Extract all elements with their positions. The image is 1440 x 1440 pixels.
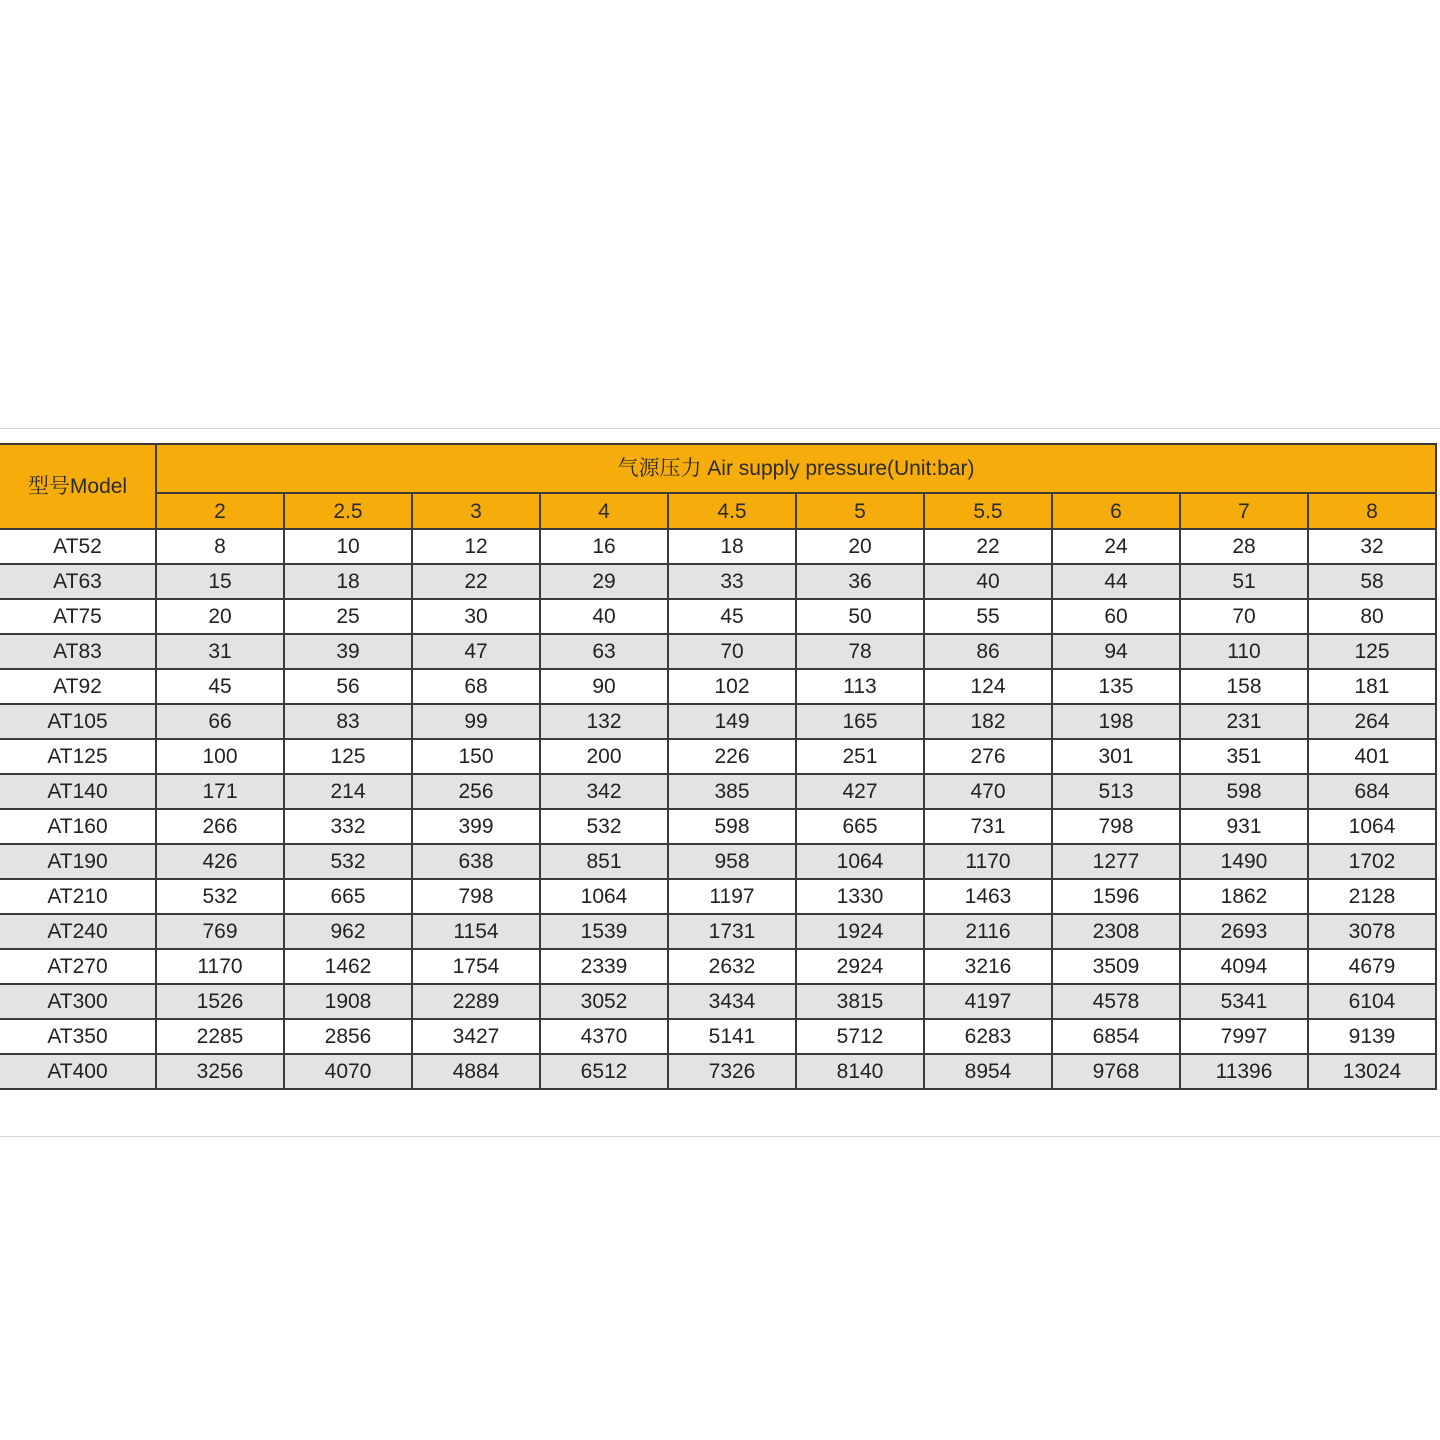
- value-cell: 33: [668, 564, 796, 599]
- value-cell: 684: [1308, 774, 1436, 809]
- value-cell: 28: [1180, 529, 1308, 564]
- value-cell: 4370: [540, 1019, 668, 1054]
- pressure-header-cell: 8: [1308, 493, 1436, 529]
- value-cell: 40: [540, 599, 668, 634]
- value-cell: 851: [540, 844, 668, 879]
- value-cell: 1277: [1052, 844, 1180, 879]
- value-cell: 2128: [1308, 879, 1436, 914]
- value-cell: 150: [412, 739, 540, 774]
- value-cell: 8140: [796, 1054, 924, 1089]
- value-cell: 1539: [540, 914, 668, 949]
- pressure-group-header: 气源压力 Air supply pressure(Unit:bar): [156, 444, 1436, 493]
- value-cell: 231: [1180, 704, 1308, 739]
- value-cell: 20: [156, 599, 284, 634]
- value-cell: 4094: [1180, 949, 1308, 984]
- value-cell: 29: [540, 564, 668, 599]
- table-row: [0, 1054, 1436, 1089]
- value-cell: 20: [796, 529, 924, 564]
- value-cell: 1526: [156, 984, 284, 1019]
- value-cell: 2289: [412, 984, 540, 1019]
- value-cell: 401: [1308, 739, 1436, 774]
- value-cell: 51: [1180, 564, 1308, 599]
- value-cell: 125: [284, 739, 412, 774]
- value-cell: 2285: [156, 1019, 284, 1054]
- value-cell: 798: [1052, 809, 1180, 844]
- value-cell: 665: [284, 879, 412, 914]
- value-cell: 5712: [796, 1019, 924, 1054]
- value-cell: 1170: [924, 844, 1052, 879]
- value-cell: 9768: [1052, 1054, 1180, 1089]
- table-row: [0, 914, 1436, 949]
- value-cell: 31: [156, 634, 284, 669]
- value-cell: 1064: [796, 844, 924, 879]
- value-cell: 47: [412, 634, 540, 669]
- value-cell: 4197: [924, 984, 1052, 1019]
- value-cell: 3078: [1308, 914, 1436, 949]
- value-cell: 60: [1052, 599, 1180, 634]
- value-cell: 110: [1180, 634, 1308, 669]
- value-cell: 90: [540, 669, 668, 704]
- pressure-header-cell: 7: [1180, 493, 1308, 529]
- value-cell: 2924: [796, 949, 924, 984]
- table-row: [0, 669, 1436, 704]
- model-cell: AT160: [0, 809, 156, 844]
- header-row: [0, 444, 1436, 493]
- value-cell: 638: [412, 844, 540, 879]
- value-cell: 10: [284, 529, 412, 564]
- table-header: [0, 444, 1436, 529]
- value-cell: 44: [1052, 564, 1180, 599]
- value-cell: 63: [540, 634, 668, 669]
- value-cell: 3509: [1052, 949, 1180, 984]
- pressure-header-cell: 5.5: [924, 493, 1052, 529]
- value-cell: 24: [1052, 529, 1180, 564]
- table-row: [0, 844, 1436, 879]
- value-cell: 1330: [796, 879, 924, 914]
- bottom-rule: [0, 1136, 1440, 1137]
- value-cell: 276: [924, 739, 1052, 774]
- value-cell: 45: [156, 669, 284, 704]
- value-cell: 1924: [796, 914, 924, 949]
- value-cell: 1731: [668, 914, 796, 949]
- value-cell: 532: [156, 879, 284, 914]
- table-row: [0, 704, 1436, 739]
- value-cell: 1462: [284, 949, 412, 984]
- value-cell: 2632: [668, 949, 796, 984]
- value-cell: 301: [1052, 739, 1180, 774]
- value-cell: 78: [796, 634, 924, 669]
- value-cell: 158: [1180, 669, 1308, 704]
- value-cell: 22: [412, 564, 540, 599]
- value-cell: 513: [1052, 774, 1180, 809]
- value-cell: 3052: [540, 984, 668, 1019]
- model-cell: AT52: [0, 529, 156, 564]
- value-cell: 1908: [284, 984, 412, 1019]
- value-cell: 22: [924, 529, 1052, 564]
- value-cell: 125: [1308, 634, 1436, 669]
- value-cell: 256: [412, 774, 540, 809]
- model-cell: AT300: [0, 984, 156, 1019]
- table-row: [0, 949, 1436, 984]
- value-cell: 2308: [1052, 914, 1180, 949]
- table-row: [0, 529, 1436, 564]
- value-cell: 3427: [412, 1019, 540, 1054]
- value-cell: 332: [284, 809, 412, 844]
- value-cell: 2339: [540, 949, 668, 984]
- value-cell: 56: [284, 669, 412, 704]
- value-cell: 665: [796, 809, 924, 844]
- table-row: [0, 564, 1436, 599]
- value-cell: 94: [1052, 634, 1180, 669]
- model-cell: AT92: [0, 669, 156, 704]
- value-cell: 58: [1308, 564, 1436, 599]
- value-cell: 68: [412, 669, 540, 704]
- value-cell: 39: [284, 634, 412, 669]
- value-cell: 5341: [1180, 984, 1308, 1019]
- value-cell: 6283: [924, 1019, 1052, 1054]
- value-cell: 470: [924, 774, 1052, 809]
- value-cell: 70: [668, 634, 796, 669]
- value-cell: 931: [1180, 809, 1308, 844]
- value-cell: 6854: [1052, 1019, 1180, 1054]
- pressure-values-row: [0, 493, 1436, 529]
- table-body: [0, 529, 1436, 1089]
- value-cell: 342: [540, 774, 668, 809]
- model-cell: AT270: [0, 949, 156, 984]
- value-cell: 4578: [1052, 984, 1180, 1019]
- value-cell: 1154: [412, 914, 540, 949]
- value-cell: 7997: [1180, 1019, 1308, 1054]
- value-cell: 1197: [668, 879, 796, 914]
- value-cell: 8: [156, 529, 284, 564]
- model-cell: AT190: [0, 844, 156, 879]
- value-cell: 8954: [924, 1054, 1052, 1089]
- table-row: [0, 879, 1436, 914]
- value-cell: 264: [1308, 704, 1436, 739]
- value-cell: 1463: [924, 879, 1052, 914]
- value-cell: 1170: [156, 949, 284, 984]
- pressure-header-cell: 2.5: [284, 493, 412, 529]
- value-cell: 598: [1180, 774, 1308, 809]
- value-cell: 40: [924, 564, 1052, 599]
- value-cell: 6104: [1308, 984, 1436, 1019]
- value-cell: 1596: [1052, 879, 1180, 914]
- value-cell: 4884: [412, 1054, 540, 1089]
- value-cell: 18: [284, 564, 412, 599]
- value-cell: 6512: [540, 1054, 668, 1089]
- value-cell: 50: [796, 599, 924, 634]
- value-cell: 198: [1052, 704, 1180, 739]
- value-cell: 1702: [1308, 844, 1436, 879]
- value-cell: 5141: [668, 1019, 796, 1054]
- value-cell: 426: [156, 844, 284, 879]
- value-cell: 3434: [668, 984, 796, 1019]
- model-column-header: 型号Model: [0, 444, 156, 529]
- value-cell: 3216: [924, 949, 1052, 984]
- value-cell: 2116: [924, 914, 1052, 949]
- value-cell: 214: [284, 774, 412, 809]
- value-cell: 55: [924, 599, 1052, 634]
- top-rule: [0, 428, 1440, 429]
- value-cell: 3256: [156, 1054, 284, 1089]
- value-cell: 32: [1308, 529, 1436, 564]
- value-cell: 251: [796, 739, 924, 774]
- model-cell: AT210: [0, 879, 156, 914]
- value-cell: 171: [156, 774, 284, 809]
- value-cell: 132: [540, 704, 668, 739]
- value-cell: 7326: [668, 1054, 796, 1089]
- value-cell: 958: [668, 844, 796, 879]
- value-cell: 149: [668, 704, 796, 739]
- value-cell: 200: [540, 739, 668, 774]
- pressure-header-cell: 4: [540, 493, 668, 529]
- value-cell: 12: [412, 529, 540, 564]
- pressure-header-cell: 6: [1052, 493, 1180, 529]
- value-cell: 731: [924, 809, 1052, 844]
- value-cell: 66: [156, 704, 284, 739]
- value-cell: 9139: [1308, 1019, 1436, 1054]
- value-cell: 266: [156, 809, 284, 844]
- value-cell: 4070: [284, 1054, 412, 1089]
- pressure-header-cell: 3: [412, 493, 540, 529]
- value-cell: 4679: [1308, 949, 1436, 984]
- value-cell: 16: [540, 529, 668, 564]
- value-cell: 226: [668, 739, 796, 774]
- value-cell: 1862: [1180, 879, 1308, 914]
- model-cell: AT63: [0, 564, 156, 599]
- value-cell: 25: [284, 599, 412, 634]
- table-row: [0, 634, 1436, 669]
- value-cell: 102: [668, 669, 796, 704]
- model-cell: AT240: [0, 914, 156, 949]
- value-cell: 769: [156, 914, 284, 949]
- value-cell: 399: [412, 809, 540, 844]
- table-row: [0, 739, 1436, 774]
- value-cell: 11396: [1180, 1054, 1308, 1089]
- value-cell: 1754: [412, 949, 540, 984]
- model-cell: AT105: [0, 704, 156, 739]
- value-cell: 100: [156, 739, 284, 774]
- value-cell: 36: [796, 564, 924, 599]
- value-cell: 13024: [1308, 1054, 1436, 1089]
- value-cell: 3815: [796, 984, 924, 1019]
- value-cell: 798: [412, 879, 540, 914]
- table-row: [0, 1019, 1436, 1054]
- value-cell: 1064: [1308, 809, 1436, 844]
- pressure-header-cell: 4.5: [668, 493, 796, 529]
- table-row: [0, 809, 1436, 844]
- value-cell: 351: [1180, 739, 1308, 774]
- value-cell: 18: [668, 529, 796, 564]
- model-cell: AT350: [0, 1019, 156, 1054]
- value-cell: 532: [540, 809, 668, 844]
- table-row: [0, 774, 1436, 809]
- value-cell: 70: [1180, 599, 1308, 634]
- model-cell: AT400: [0, 1054, 156, 1089]
- value-cell: 80: [1308, 599, 1436, 634]
- value-cell: 135: [1052, 669, 1180, 704]
- value-cell: 83: [284, 704, 412, 739]
- value-cell: 598: [668, 809, 796, 844]
- value-cell: 1490: [1180, 844, 1308, 879]
- value-cell: 124: [924, 669, 1052, 704]
- value-cell: 45: [668, 599, 796, 634]
- value-cell: 99: [412, 704, 540, 739]
- table-row: [0, 599, 1436, 634]
- model-cell: AT83: [0, 634, 156, 669]
- value-cell: 385: [668, 774, 796, 809]
- table-row: [0, 984, 1436, 1019]
- value-cell: 962: [284, 914, 412, 949]
- value-cell: 532: [284, 844, 412, 879]
- torque-spec-table: [0, 443, 1437, 1090]
- value-cell: 427: [796, 774, 924, 809]
- model-cell: AT75: [0, 599, 156, 634]
- value-cell: 182: [924, 704, 1052, 739]
- pressure-header-cell: 5: [796, 493, 924, 529]
- value-cell: 2856: [284, 1019, 412, 1054]
- value-cell: 1064: [540, 879, 668, 914]
- model-cell: AT125: [0, 739, 156, 774]
- value-cell: 165: [796, 704, 924, 739]
- value-cell: 30: [412, 599, 540, 634]
- value-cell: 113: [796, 669, 924, 704]
- model-cell: AT140: [0, 774, 156, 809]
- pressure-header-cell: 2: [156, 493, 284, 529]
- value-cell: 2693: [1180, 914, 1308, 949]
- value-cell: 86: [924, 634, 1052, 669]
- value-cell: 15: [156, 564, 284, 599]
- value-cell: 181: [1308, 669, 1436, 704]
